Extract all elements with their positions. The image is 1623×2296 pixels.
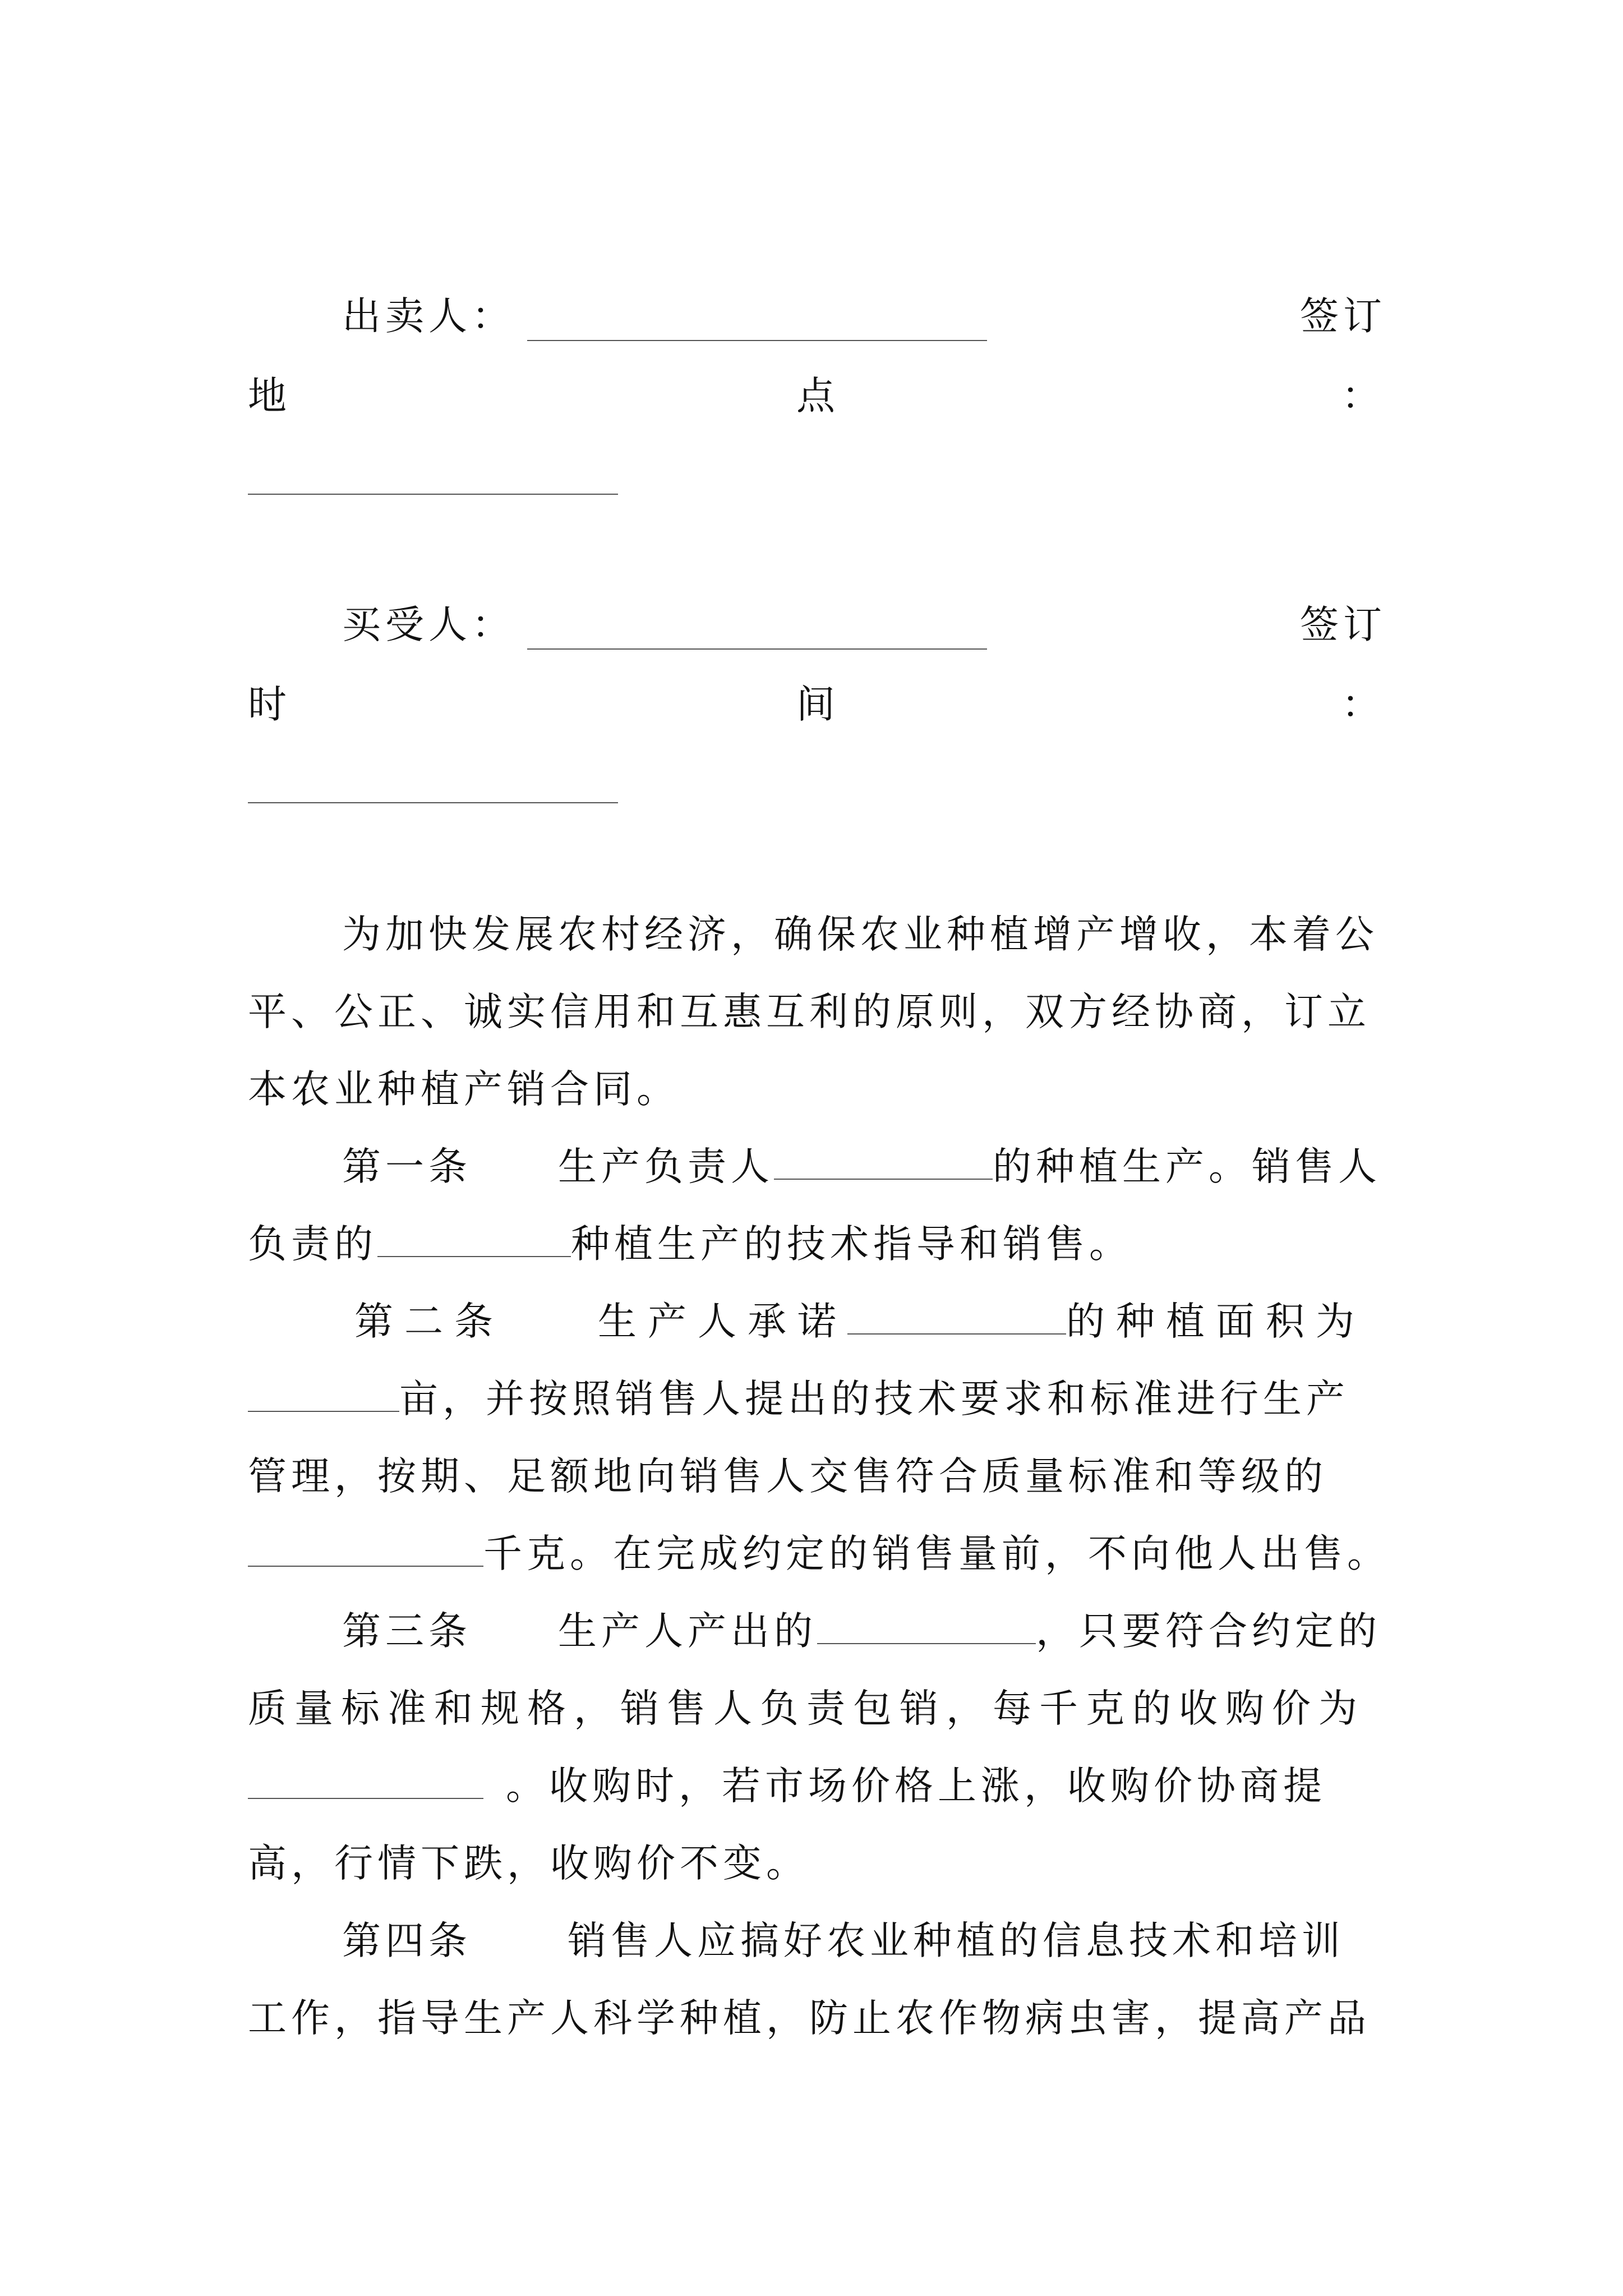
time-char-shi: 时 [248, 682, 287, 727]
intro-line-1: 为加快发展农村经济，确保农业种植增产增收，本着公 [342, 912, 1378, 957]
article-4-line-2: 工作，指导生产人科学种植，防止农作物病虫害，提高产品 [248, 1996, 1371, 2041]
article-1-title: 第一条 [342, 1144, 472, 1189]
article-2-line-1-a: 生产人承诺 [598, 1299, 847, 1344]
article-2-line-4 [248, 1531, 1390, 1576]
article-4-title: 第四条 [342, 1918, 472, 1963]
seller-blank[interactable] [527, 340, 987, 341]
sign-time-blank[interactable] [248, 802, 618, 803]
article-1-line-1-a: 生产负责人 [558, 1144, 774, 1189]
article-2-blank-2[interactable] [248, 1411, 399, 1412]
article-3-line-4: 高，行情下跌，收购价不变。 [248, 1841, 809, 1886]
seller-label: 出卖人： [342, 294, 515, 339]
article-3-line-1-a: 生产人产出的 [558, 1609, 817, 1654]
article-1-line-2-b: 种植生产的技术指导和销售。 [571, 1222, 1132, 1267]
sign-time-label-part: 签订 [1300, 602, 1386, 647]
article-2-line-4-text: 千克。在完成约定的销售量前，不向他人出售。 [483, 1531, 1390, 1576]
sign-place-blank[interactable] [248, 494, 618, 495]
article-3-line-3 [248, 1764, 1326, 1809]
article-3-blank-2[interactable] [248, 1798, 483, 1799]
article-1-line-2 [248, 1222, 1132, 1267]
place-colon: ： [1341, 374, 1380, 418]
sign-place-label-part: 签订 [1300, 294, 1386, 339]
time-char-jian: 间 [796, 682, 835, 727]
article-3-line-1 [558, 1609, 1381, 1654]
article-1-line-1 [558, 1144, 1381, 1189]
time-colon: ： [1341, 682, 1380, 727]
article-2-line-2-text: 亩，并按照销售人提出的技术要求和标准进行生产 [399, 1377, 1349, 1421]
article-1-line-1-b: 的种植生产。销售人 [993, 1144, 1381, 1189]
article-3-line-3-text: 。收购时，若市场价格上涨，收购价协商提 [506, 1764, 1326, 1809]
article-2-title: 第二条 [354, 1299, 504, 1344]
article-1-line-2-a: 负责的 [248, 1222, 377, 1267]
article-1-blank-1[interactable] [774, 1179, 993, 1180]
article-2-line-1 [598, 1299, 1366, 1344]
article-3-line-1-b: ，只要符合约定的 [1036, 1609, 1381, 1654]
buyer-blank[interactable] [527, 648, 987, 650]
article-2-blank-3[interactable] [248, 1566, 483, 1567]
article-2-blank-1[interactable] [847, 1333, 1066, 1335]
article-3-line-2: 质量标准和规格，销售人负责包销，每千克的收购价为 [248, 1686, 1365, 1731]
buyer-label: 买受人： [342, 602, 515, 647]
article-3-blank-1[interactable] [817, 1643, 1036, 1644]
article-4-line-1: 销售人应搞好农业种植的信息技术和培训 [568, 1918, 1345, 1963]
article-2-line-3: 管理，按期、足额地向销售人交售符合质量标准和等级的 [248, 1454, 1327, 1499]
place-char-di: 地 [248, 374, 287, 418]
article-3-title: 第三条 [342, 1609, 472, 1654]
article-1-blank-2[interactable] [377, 1256, 571, 1257]
intro-line-3: 本农业种植产销合同。 [248, 1067, 680, 1112]
place-char-dian: 点 [796, 374, 835, 418]
article-2-line-2 [248, 1377, 1349, 1421]
article-2-line-1-b: 的种植面积为 [1066, 1299, 1366, 1344]
intro-line-2: 平、公正、诚实信用和互惠互利的原则，双方经协商，订立 [248, 990, 1371, 1034]
